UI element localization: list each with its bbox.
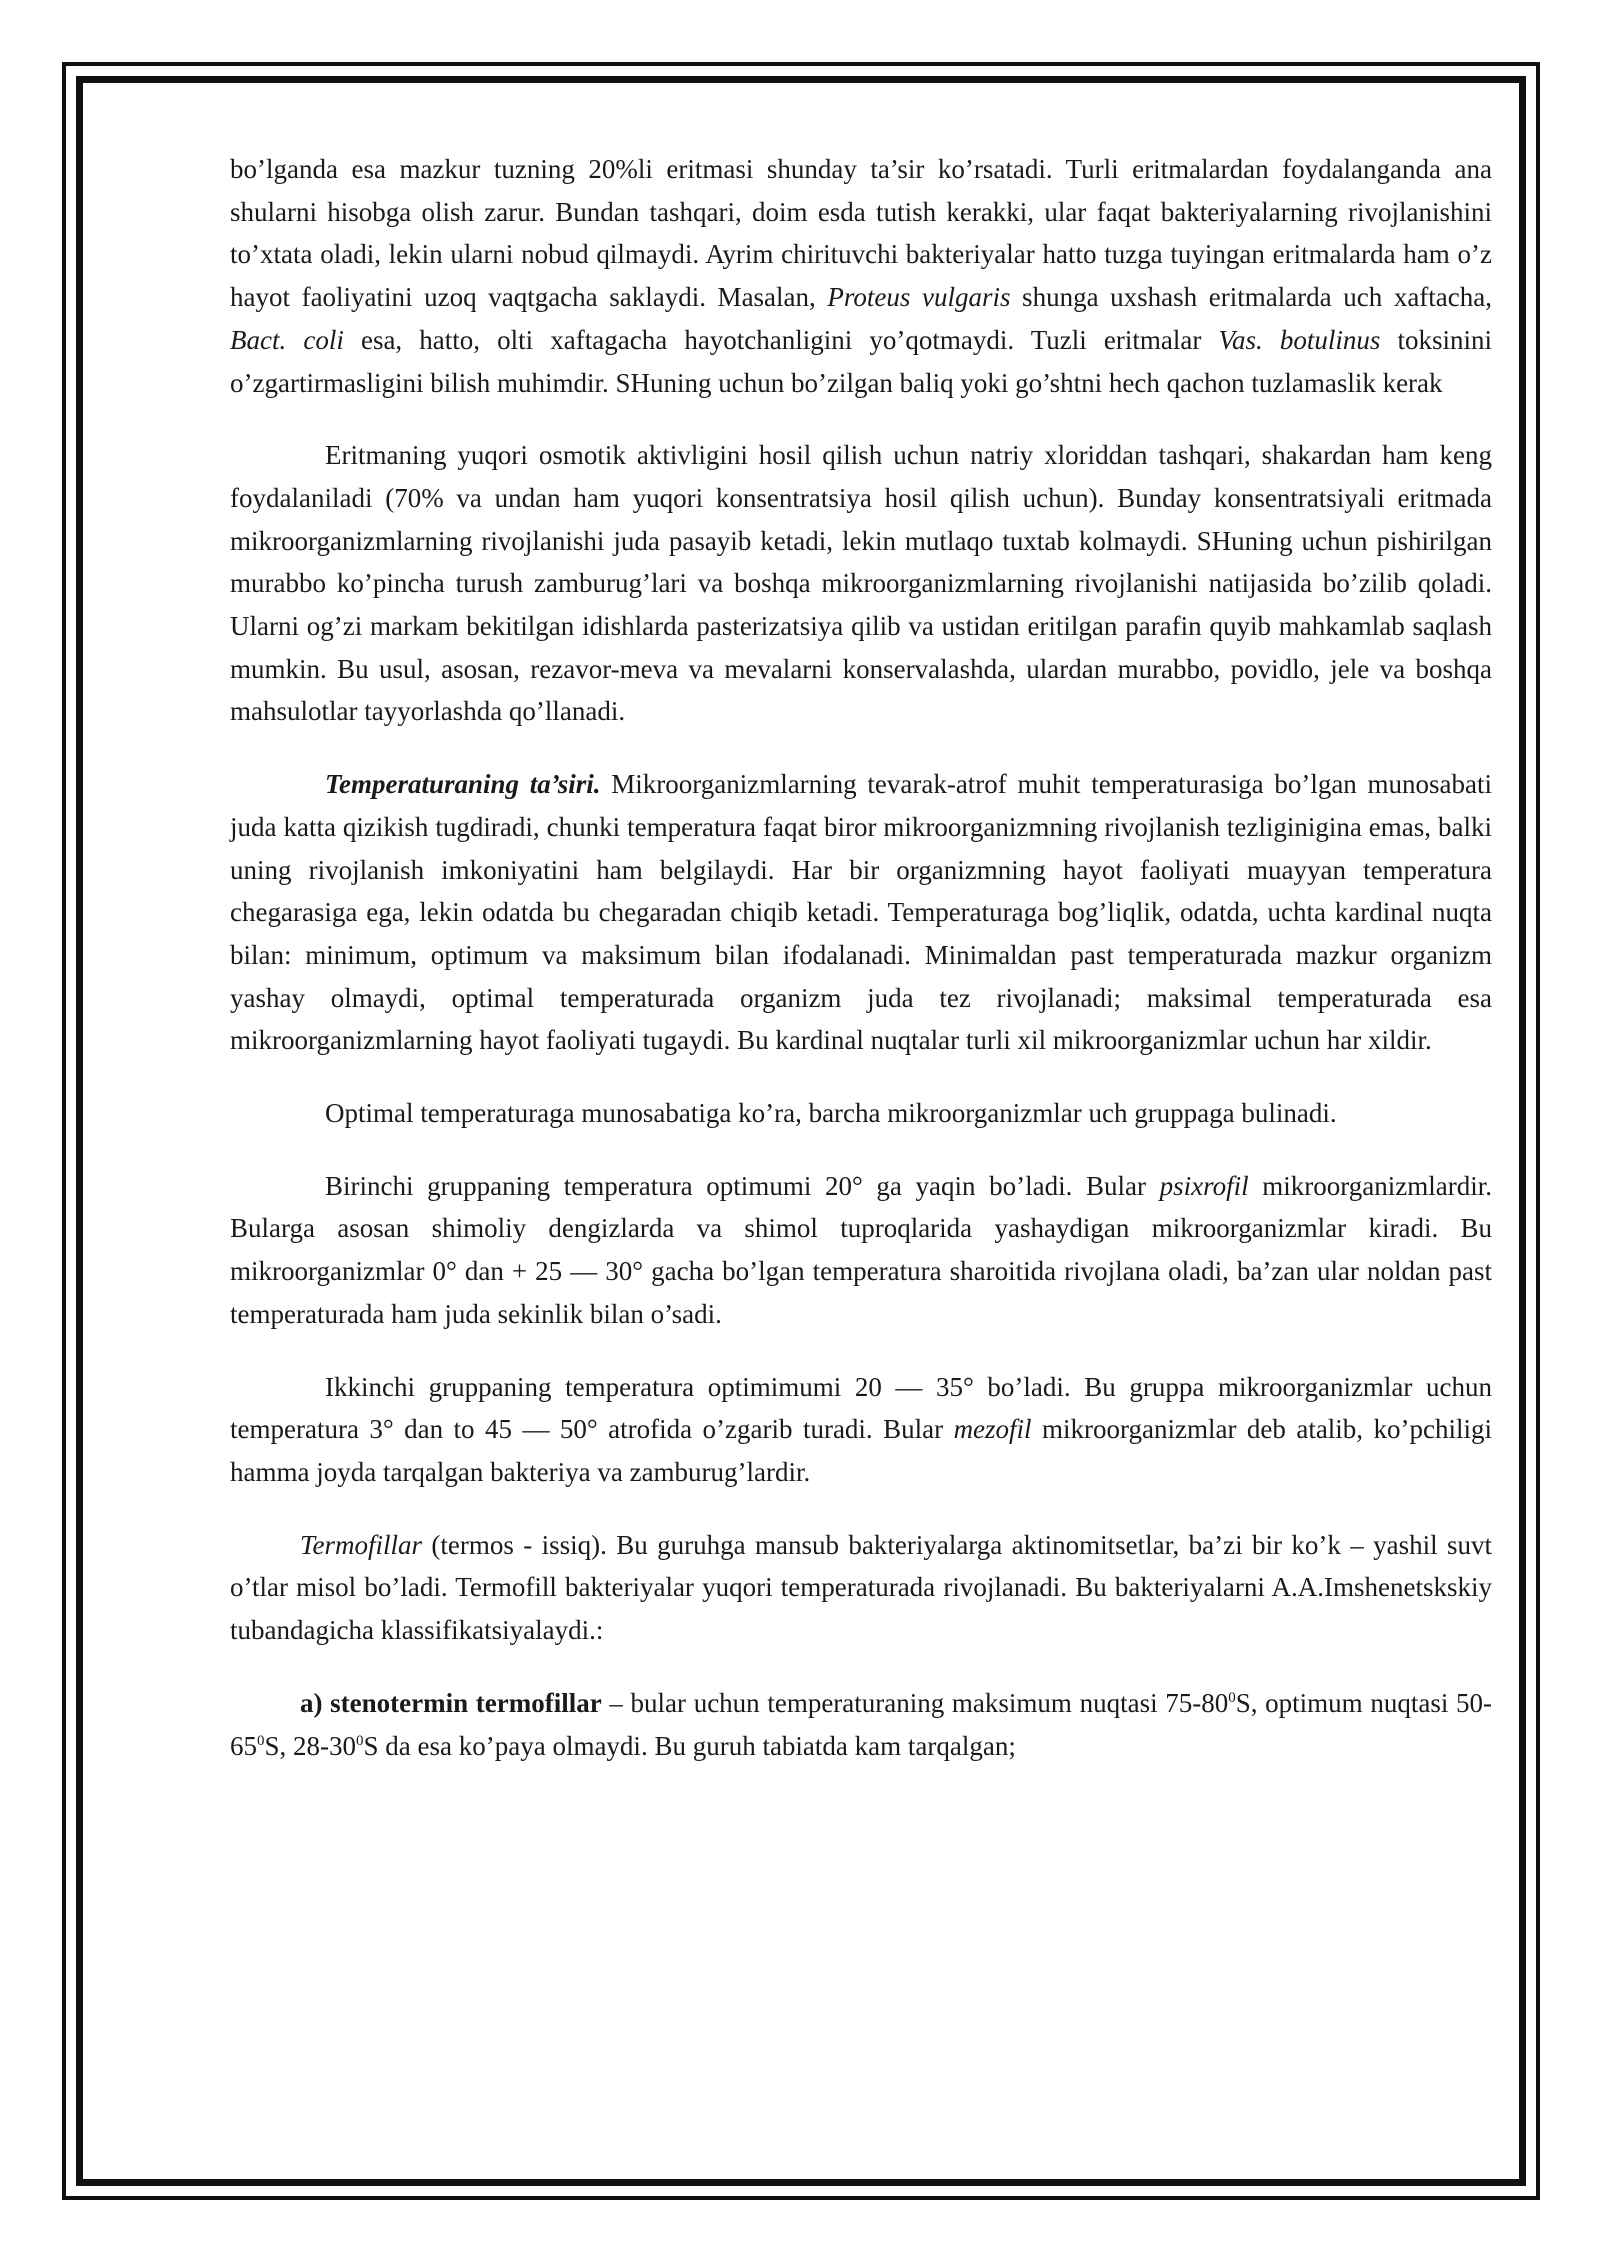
term-thermophiles: Termofillar [300, 1529, 423, 1560]
degree-superscript: 0 [1228, 1689, 1236, 1706]
paragraph-osmotic-activity: Eritmaning yuqori osmotik aktivligini hosil qilish uchun natriy xloriddan tashqari, shakardan ham keng foydalaniladi (70% va undan ham yuqori konsentratsiya hosil qilish uchun). Bunday konsentratsiyali eritmada mikroorganizmlarning rivojlanishi juda pasayib ketadi, lekin mutlaqo tuxtab kolmaydi. SHuning uchun pishirilgan murabbo ko’pincha turush zamburug’lari va boshqa mikroorganizmlarning rivojlanishi natijasida bo’zilib qoladi. Ularni og’zi markam bekitilgan idishlarda pasterizatsiya qilib va ustidan eritilgan parafin quyib mahkamlab saqlash mumkin. Bu usul, asosan, rezavor-meva va mevalarni konservalashda, ulardan murabbo, povidlo, jele va boshqa mahsulotlar tayyorlashda qo’llanadi. [230, 440, 1492, 727]
text-run: Mikroorganizmlarning tevarak-atrof muhit temperaturasiga bo’lgan munosabati juda katta qizikish tugdiradi, chunki temperatura faqat biror mikroorganizmning rivojlanish tezliginigina emas, balki uning rivojlanish imkoniyatini ham belgilaydi. Har bir organizmning hayot faoliyati muayyan temperatura chegarasiga ega, lekin odatda bu chegaradan chiqib ketadi. Temperaturaga bog’liqlik, odatda, uchta kardinal nuqta bilan: minimum, optimum va maksimum bilan ifodalanadi. Minimaldan past temperaturada mazkur organizm yashay olmaydi, optimal temperaturada organizm juda tez rivojlanadi; maksimal temperaturada esa mikroorganizmlarning hayot faoliyati tugaydi. Bu kardinal nuqtalar turli xil mikroorganizmlar uchun har xildir. [230, 769, 1492, 1056]
list-item-label: a) stenotermin termofillar [300, 1687, 602, 1718]
paragraph-second-group [230, 1366, 1492, 1494]
term-mesophile: mezofil [953, 1414, 1032, 1445]
text-run: S da esa ko’paya olmaydi. Bu guruh tabiatda kam tarqalgan; [363, 1730, 1016, 1761]
term-psychrophile: psixrofil [1159, 1170, 1249, 1201]
species-name: Proteus vulgaris [827, 282, 1011, 313]
paragraph-thermophiles [230, 1524, 1492, 1652]
text-run: Birinchi gruppaning temperatura optimumi 20° ga yaqin bo’ladi. Bular [325, 1170, 1160, 1201]
paragraph-first-group [230, 1165, 1492, 1336]
text-run: bo’lganda esa mazkur tuzning 20%li eritmasi shunday ta’sir ko’rsatadi. Turli eritmalardan foydalanganda ana shularni hisobga olish zarur. Bundan tashqari, doim esda tutish kerakki, ular faqat bakteriyalarning rivojlanishini to’xtata oladi, lekin ularni nobud qilmaydi. Ayrim chirituvchi bakteriyalar hatto tuzga tuyingan eritmalarda ham o’z hayot faoliyatini uzoq vaqtgacha saklaydi. Masalan, [230, 154, 1492, 313]
paragraph-stenothermal [230, 1682, 1492, 1767]
text-run: S, 28-30 [264, 1730, 357, 1761]
degree-superscript: 0 [257, 1732, 265, 1749]
text-run: mikroorganizmlardir. Bularga asosan shimoliy dengizlarda va shimol tuproqlarida yashaydigan mikroorganizmlar kiradi. Bu mikroorganizmlar 0° dan + 25 — 30° gacha bo’lgan temperatura sharoitida rivojlana oladi, ba’zan ular noldan past temperaturada ham juda sekinlik bilan o’sadi. [230, 1170, 1492, 1329]
text-run: shunga uxshash eritmalarda uch xaftacha, [1010, 282, 1493, 313]
paragraph-temperature-effect [230, 763, 1492, 1062]
degree-superscript: 0 [356, 1732, 364, 1749]
text-run: mikroorganizmlar deb atalib, ko’pchiligi hamma joyda tarqalgan bakteriya va zamburug’lardir. [230, 1414, 1492, 1487]
species-name: Bact. coli [230, 324, 344, 355]
text-run: S, optimum nuqtasi 50-65 [230, 1687, 1492, 1761]
section-heading: Temperaturaning ta’siri. [325, 769, 601, 800]
species-name: Vas. botulinus [1218, 324, 1381, 355]
text-run: toksinini o’zgartirmasligini bilish muhimdir. SHuning uchun bo’zilgan baliq yoki go’shtni hech qachon tuzlamaslik kerak [230, 324, 1492, 398]
paragraph-salt-solutions [230, 148, 1492, 404]
text-run: Ikkinchi gruppaning temperatura optimimumi 20 — 35° bo’ladi. Bu gruppa mikroorganizmlar uchun temperatura 3° dan to 45 — 50° atrofida o’zgarib turadi. Bular [230, 1371, 1492, 1445]
document-body [230, 148, 1492, 1797]
text-run: esa, hatto, olti xaftagacha hayotchanligini yo’qotmaydi. Tuzli eritmalar [343, 324, 1219, 355]
text-run: – bular uchun temperaturaning maksimum nuqtasi 75-80 [601, 1687, 1229, 1718]
paragraph-optimal-groups: Optimal temperaturaga munosabatiga ko’ra, barcha mikroorganizmlar uch gruppaga bulinadi. [325, 1098, 1337, 1129]
text-run: (termos - issiq). Bu guruhga mansub bakteriyalarga aktinomitsetlar, ba’zi bir ko’k – yashil suvt o’tlar misol bo’ladi. Termofill bakteriyalar yuqori temperaturada rivojlanadi. Bu bakteriyalarni A.A.Imshenetskskiy tubandagicha klassifikatsiyalaydi.: [230, 1529, 1492, 1646]
